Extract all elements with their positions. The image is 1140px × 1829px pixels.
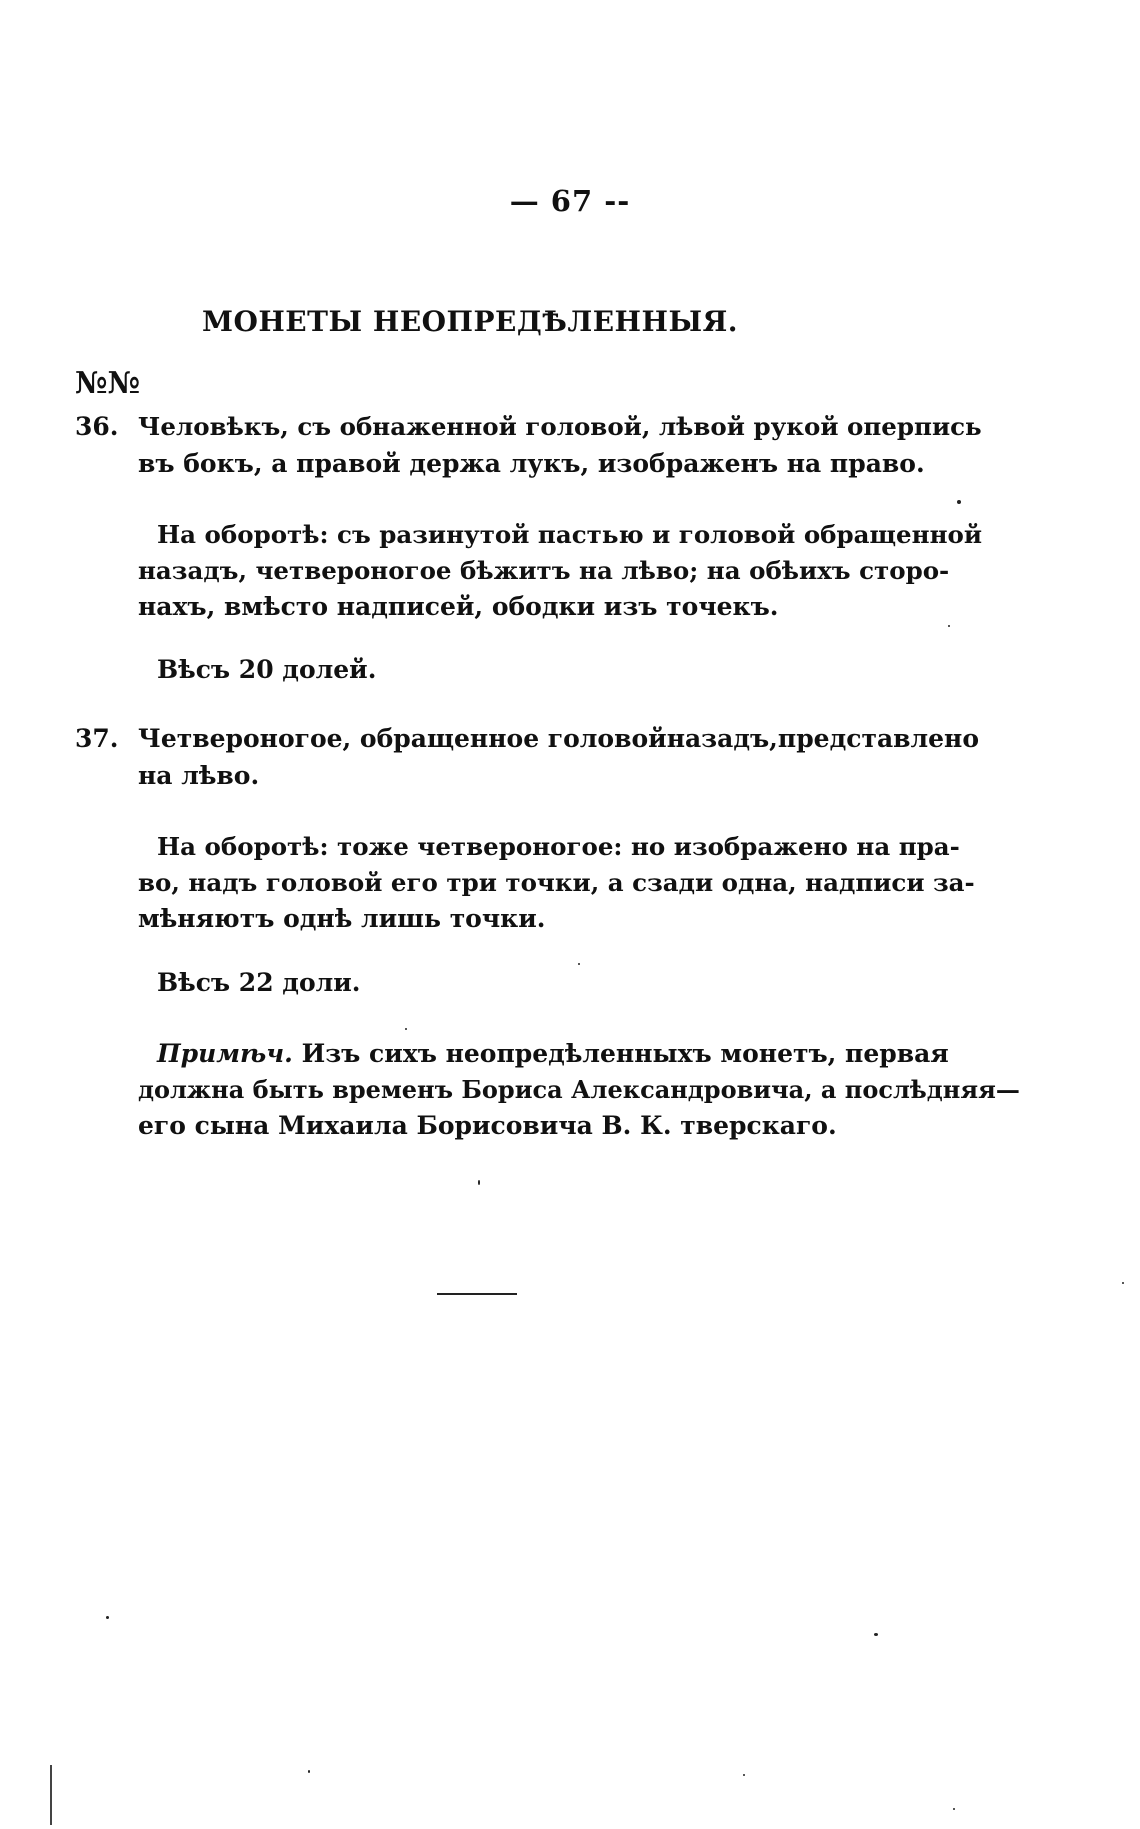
entry-37-line-1: [138, 724, 980, 753]
entry-36-line-1: Человѣкъ, съ обнаженной головой, лѣвой рукой оперпись: [138, 412, 982, 441]
entry-36-number: 36.: [75, 412, 119, 441]
scan-speck: [743, 1774, 745, 1776]
entry-37-number: 37.: [75, 724, 119, 753]
note-line-2: должна быть временъ Бориса Александровича, а послѣдняя—: [138, 1075, 1020, 1104]
entry-37-line-1-part-3: представлено: [777, 724, 980, 753]
entry-37-weight: Вѣсъ 22 доли.: [157, 968, 361, 997]
entry-37-line-2: на лѣво.: [138, 761, 260, 790]
scan-speck: [405, 1028, 407, 1030]
margin-line: [50, 1765, 52, 1825]
section-heading: МОНЕТЫ НЕОПРЕДѢЛЕННЫЯ.: [201, 305, 739, 338]
scan-speck: [874, 1633, 878, 1636]
entry-36-line-2: въ бокъ, а правой держа лукъ, изображенъ на право.: [138, 449, 925, 478]
entry-37-reverse-line-1: На оборотѣ: тоже четвероногое: но изображено на пра-: [157, 832, 960, 861]
entry-36-reverse-line-1: На оборотѣ: съ разинутой пастью и головой обращенной: [157, 520, 983, 549]
entry-36-weight: Вѣсъ 20 долей.: [157, 655, 377, 684]
entry-37-reverse-line-2: во, надъ головой его три точки, а сзади одна, надписи за-: [138, 868, 975, 897]
scan-speck: [1122, 1282, 1124, 1284]
scan-speck: [478, 1180, 480, 1185]
entry-37-line-1-part-1: Четвероногое, обращенное головой: [138, 724, 667, 753]
closing-rule: [437, 1293, 517, 1295]
entry-37-reverse-line-3: мѣняютъ однѣ лишь точки.: [138, 904, 546, 933]
scan-speck: [953, 1808, 955, 1810]
scan-speck: [948, 625, 950, 627]
page-number: — 67 --: [509, 184, 631, 218]
entry-36-reverse-line-3: нахъ, вмѣсто надписей, ободки изъ точекъ.: [138, 592, 779, 621]
note-line-1: [157, 1039, 949, 1068]
scan-speck: [578, 963, 580, 965]
entry-37-line-1-part-2: назадъ,: [666, 724, 778, 753]
note-line-3: его сына Михаила Борисовича В. К. тверскаго.: [138, 1111, 837, 1140]
numero-sign: №№: [75, 366, 141, 401]
entry-36-reverse-line-2: назадъ, четвероногое бѣжитъ на лѣво; на обѣихъ сторо-: [138, 556, 950, 585]
scan-speck: [957, 500, 961, 504]
scan-speck: [106, 1616, 109, 1619]
scan-speck: [308, 1770, 310, 1773]
note-line-1-text: Изъ сихъ неопредѣленныхъ монетъ, первая: [301, 1039, 949, 1068]
note-label: Примѣч.: [157, 1039, 293, 1068]
